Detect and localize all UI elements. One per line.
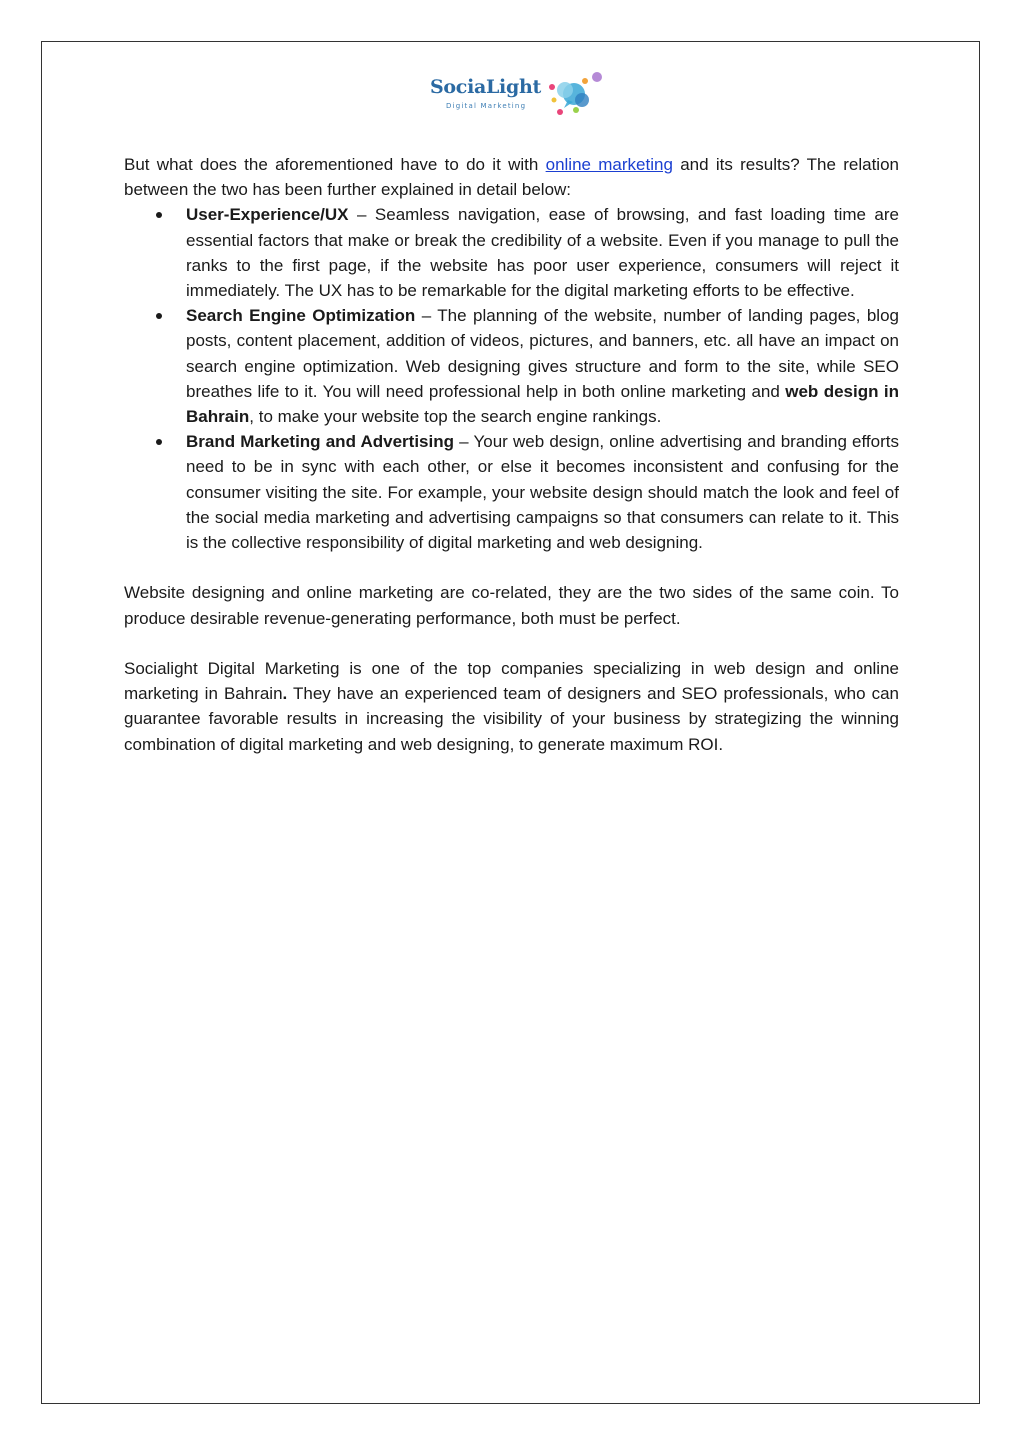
list-item — [124, 429, 899, 555]
closing-text-start: Socialight Digital Marketing is one of the top companies specializing in web design and online marketing in Bahrain — [124, 659, 899, 704]
bold-period: . — [282, 684, 288, 704]
spacer — [124, 631, 899, 656]
closing-text-end: They have an experienced team of designers and SEO professionals, who can guarantee favorable results in increasing the visibility of your business by strategizing the winning combination of digital marketing and web designing, to generate maximum ROI. — [124, 684, 899, 754]
online-marketing-link[interactable]: online marketing — [545, 155, 673, 174]
co-related-paragraph: Website designing and online marketing are co-related, they are the two sides of the same coin. To produce desirable revenue-generating performance, both must be perfect. — [124, 583, 899, 628]
speech-bubbles-icon — [538, 70, 608, 126]
bullet-icon — [156, 313, 162, 319]
bold-keyword: web design in Bahrain — [186, 381, 899, 427]
bullet-text-end: , to make your website top the search engine rankings. — [249, 407, 662, 427]
spacer — [124, 555, 899, 580]
bullet-text: – The planning of the website, number of landing pages, blog posts, content placement, addition of videos, pictures, and banners, etc. all have an impact on search engine optimization. Web designing gives structure and form to the site, while SEO breathes life to it. You will need professional help in both online marketing and — [186, 306, 899, 401]
list-item — [124, 303, 899, 429]
bullet-title: Brand Marketing and Advertising — [186, 432, 454, 452]
list-item — [124, 202, 899, 303]
bullet-list — [124, 202, 899, 555]
logo-name: SociaLight — [430, 76, 541, 98]
intro-text-end: and its results? The relation between the two has been further explained in detail below: — [124, 155, 899, 200]
intro-paragraph — [124, 152, 899, 202]
bullet-icon — [156, 212, 162, 218]
closing-paragraph — [124, 656, 899, 757]
intro-text-start: But what does the aforementioned have to do it with — [124, 155, 546, 174]
document-body — [124, 152, 899, 757]
bullet-title: User-Experience/UX — [186, 205, 349, 225]
bullet-title: Search Engine Optimization — [186, 306, 416, 326]
bullet-text: – Seamless navigation, ease of browsing, and fast loading time are essential factors that make or break the credibility of a website. Even if you manage to pull the ranks to the first page, if the website has poor user experience, consumers will reject it immediately. The UX has to be remarkable for the digital marketing efforts to be effective. — [186, 205, 899, 301]
logo-tagline: Digital Marketing — [446, 102, 527, 110]
bullet-text: – Your web design, online advertising and branding efforts need to be in sync with each other, or else it becomes inconsistent and confusing for the consumer visiting the site. For example, your website design should match the look and feel of the social media marketing and advertising campaigns so that consumers can relate to it. This is the collective responsibility of digital marketing and web designing. — [186, 432, 899, 553]
bullet-icon — [156, 439, 162, 445]
socialight-logo — [430, 70, 605, 126]
